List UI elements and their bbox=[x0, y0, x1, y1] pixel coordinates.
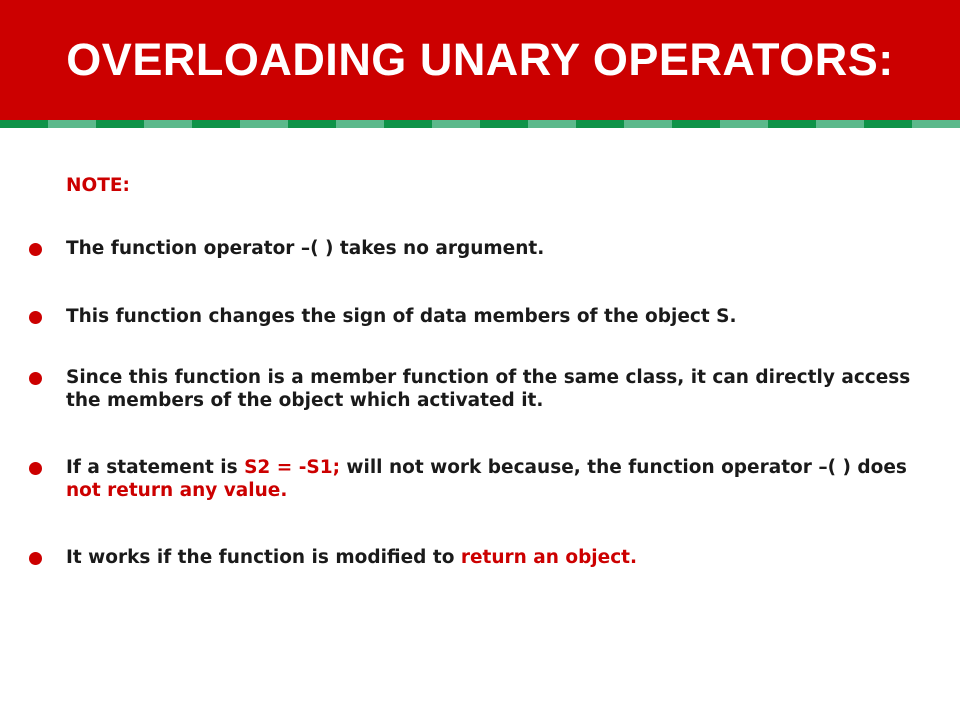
code-expression: S2 = -S1; bbox=[244, 457, 340, 478]
bullet-4-emphasis: not return any value. bbox=[66, 480, 288, 501]
bullet-dot bbox=[29, 462, 42, 475]
bullet-text-1: The function operator –( ) takes no argument. bbox=[66, 238, 545, 259]
bullet-dot bbox=[29, 372, 42, 385]
slide-title: OVERLOADING UNARY OPERATORS: bbox=[66, 34, 894, 85]
bullet-dot bbox=[29, 243, 42, 256]
bullet-dot bbox=[29, 552, 42, 565]
bullet-5-pre: It works if the function is modified to bbox=[66, 547, 461, 568]
bullet-text-5 bbox=[66, 546, 926, 569]
bullet-dot bbox=[29, 311, 42, 324]
bullet-4-pre: If a statement is bbox=[66, 457, 245, 478]
note-label: NOTE: bbox=[66, 175, 130, 196]
bullet-5-emphasis: return an object. bbox=[460, 547, 638, 568]
bullet-text-4 bbox=[66, 456, 926, 502]
bullet-text-2: This function changes the sign of data members of the object S. bbox=[66, 306, 737, 327]
bullet-text-3: Since this function is a member function of the same class, it can directly access the members of the object which activated it. bbox=[66, 367, 911, 411]
bullet-4-mid: will not work because, the function operator –( ) does bbox=[339, 457, 907, 478]
